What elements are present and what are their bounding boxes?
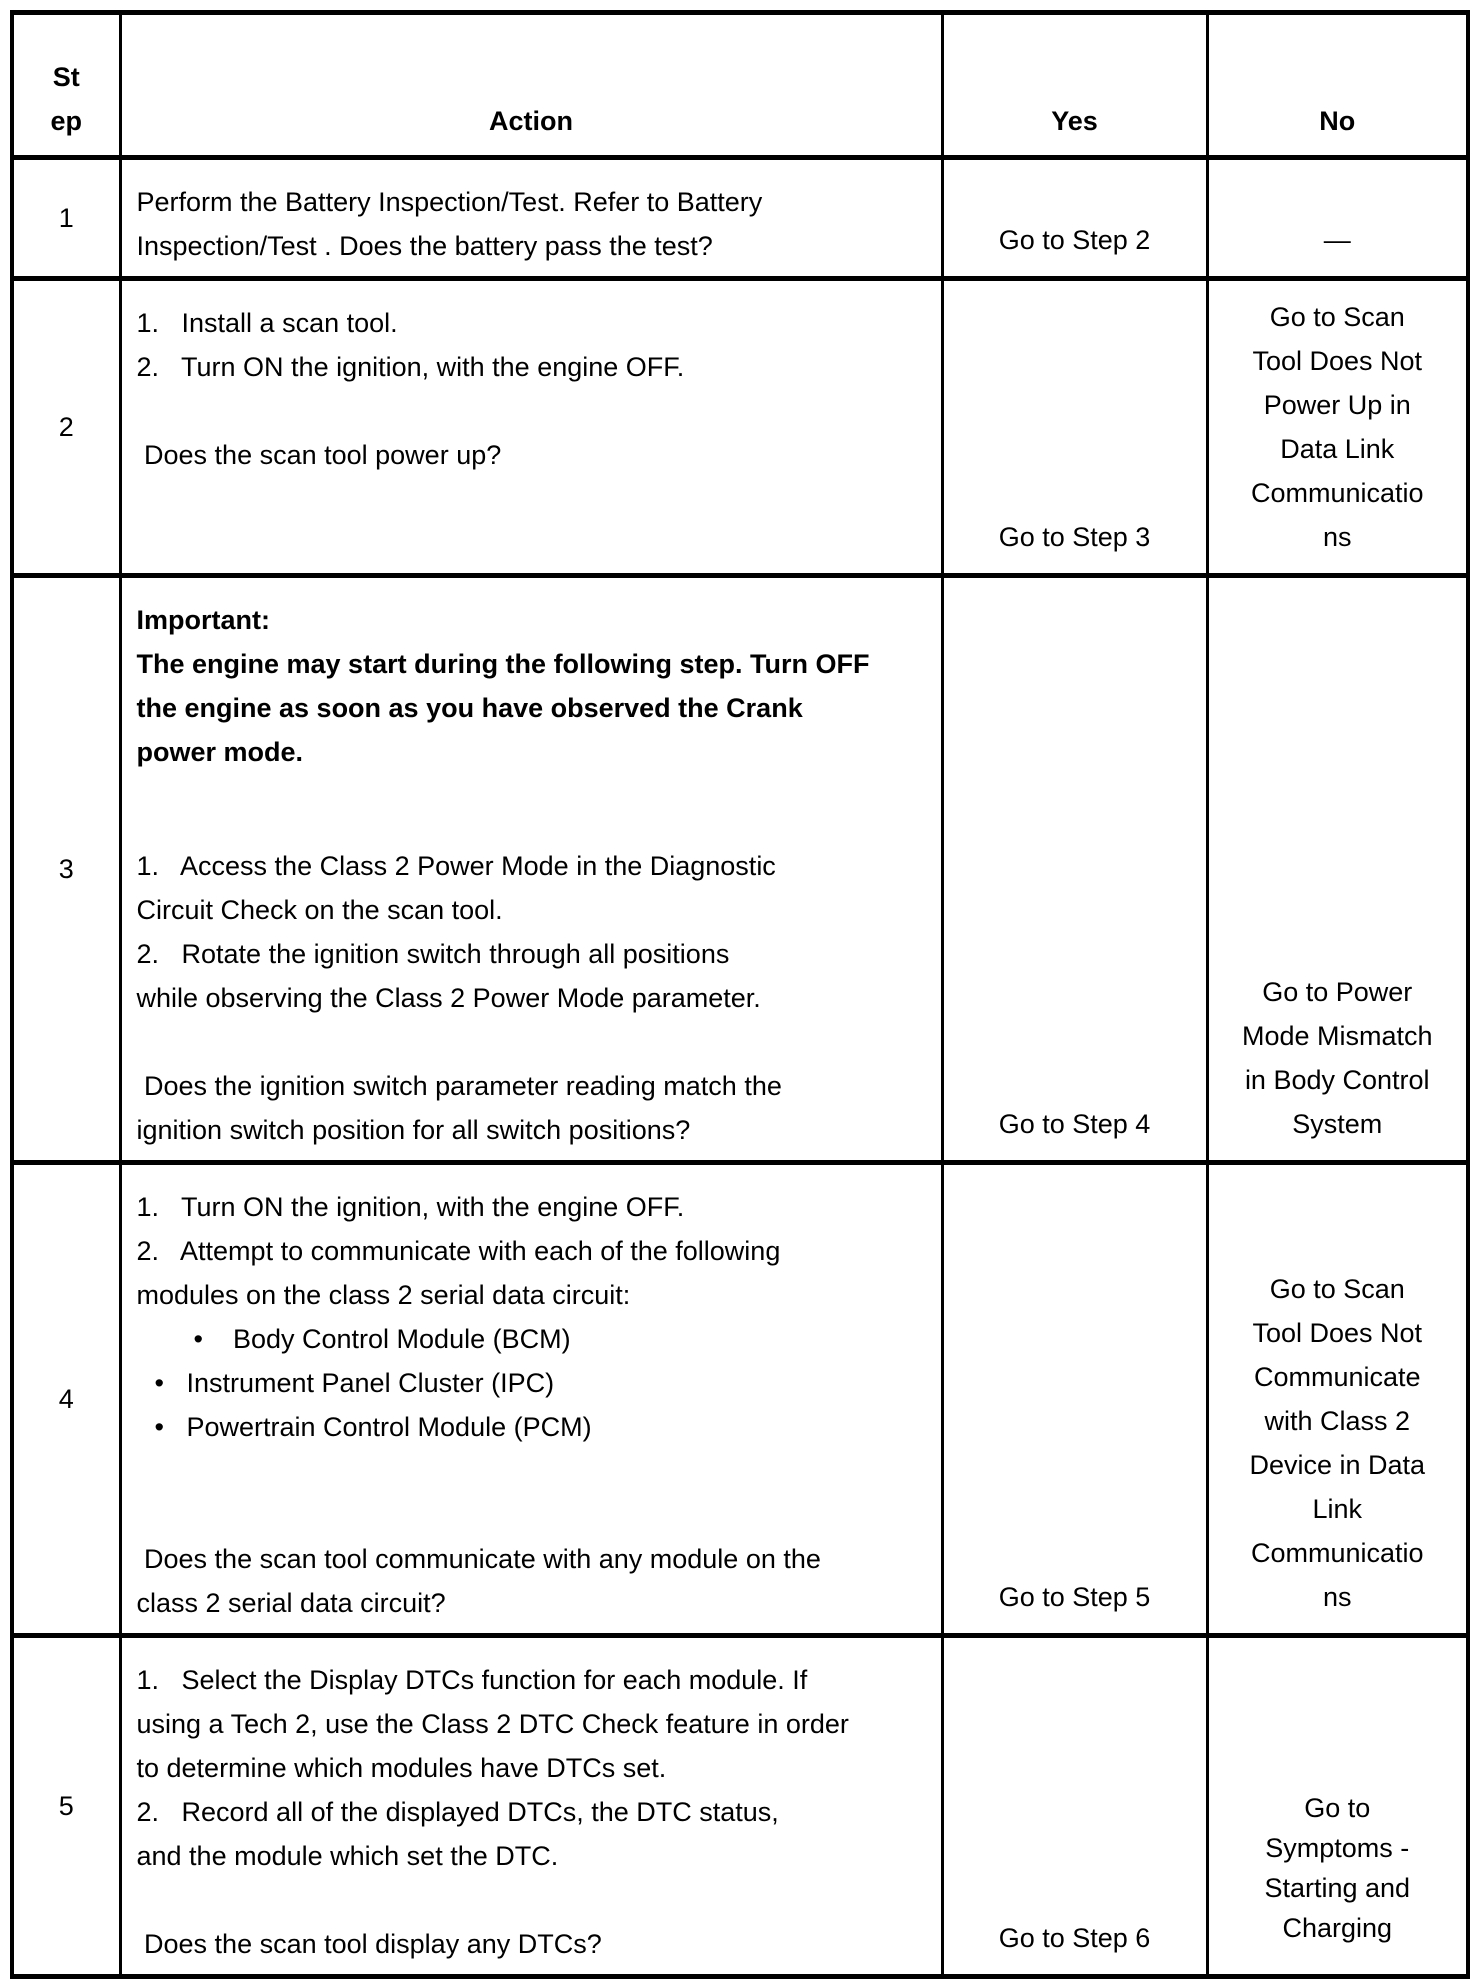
step-row-3 (12, 576, 1468, 1163)
spacer (137, 774, 933, 844)
step-row-2 (12, 279, 1468, 576)
action-line: Does the ignition switch parameter reading match the (136, 1071, 782, 1101)
spacer (137, 1878, 933, 1922)
header-step-cell (12, 13, 120, 158)
action-line: power mode. (136, 737, 304, 767)
action-line: 2. Record all of the displayed DTCs, the DTC status, (136, 1797, 779, 1827)
action-cell (120, 158, 942, 279)
action-cell (120, 576, 942, 1163)
no-line: Tool Does Not (1252, 1318, 1423, 1348)
no-line: Communicatio (1250, 1538, 1424, 1568)
header-row (12, 13, 1468, 158)
no-line: Starting and (1264, 1873, 1411, 1903)
bullet-item: • Instrument Panel Cluster (IPC) (154, 1368, 555, 1398)
no-cell (1207, 158, 1468, 279)
header-no-cell: No (1207, 13, 1468, 158)
no-line: ns (1322, 522, 1352, 552)
yes-label: Go to Step 2 (998, 225, 1151, 255)
action-line: Perform the Battery Inspection/Test. Refer to Battery (136, 187, 763, 217)
step-number: 4 (12, 1163, 120, 1636)
no-line: Link (1312, 1494, 1363, 1524)
no-line: Device in Data (1249, 1450, 1426, 1480)
diagnostic-step-table (10, 10, 1470, 1979)
header-step-line: ep (50, 106, 82, 136)
no-line: ns (1322, 1582, 1352, 1612)
yes-cell (942, 1163, 1207, 1636)
step-row-4 (12, 1163, 1468, 1636)
yes-label: Go to Step 4 (998, 1109, 1151, 1139)
spacer (137, 1020, 933, 1064)
action-line: class 2 serial data circuit? (136, 1588, 446, 1618)
yes-cell (942, 576, 1207, 1163)
yes-label: Go to Step 3 (998, 522, 1151, 552)
yes-cell (942, 279, 1207, 576)
no-line: in Body Control (1244, 1065, 1430, 1095)
action-line: The engine may start during the following step. Turn OFF (136, 649, 870, 679)
no-line: Go to Power (1262, 977, 1413, 1007)
action-cell (120, 279, 942, 576)
action-line: Inspection/Test . Does the battery pass the test? (136, 231, 713, 261)
no-line: Go to (1304, 1793, 1371, 1823)
action-line: Does the scan tool display any DTCs? (136, 1929, 602, 1959)
action-line: and the module which set the DTC. (136, 1841, 559, 1871)
no-line: Data Link (1280, 434, 1395, 464)
action-cell (120, 1636, 942, 1977)
yes-label: Go to Step 5 (998, 1582, 1151, 1612)
step-number: 5 (12, 1636, 120, 1977)
yes-cell (942, 1636, 1207, 1977)
step-number: 3 (12, 576, 120, 1163)
no-line: Go to Scan (1269, 302, 1405, 332)
yes-label: Go to Step 6 (998, 1923, 1151, 1953)
no-line: Power Up in (1263, 390, 1411, 420)
spacer (137, 1449, 933, 1537)
action-line: 2. Attempt to communicate with each of the following (136, 1236, 781, 1266)
bullet-item: • Powertrain Control Module (PCM) (154, 1412, 592, 1442)
no-line: Communicate (1253, 1362, 1421, 1392)
action-line: 1. Access the Class 2 Power Mode in the Diagnostic (136, 851, 776, 881)
no-cell (1207, 1636, 1468, 1977)
action-line: ignition switch position for all switch positions? (136, 1115, 691, 1145)
step-row-1 (12, 158, 1468, 279)
action-line: using a Tech 2, use the Class 2 DTC Check feature in order (136, 1709, 849, 1739)
spacer (137, 389, 933, 433)
header-action-cell: Action (120, 13, 942, 158)
action-line: 2. Rotate the ignition switch through all positions (136, 939, 730, 969)
action-line: the engine as soon as you have observed the Crank (136, 693, 803, 723)
no-line: Tool Does Not (1252, 346, 1423, 376)
action-line: Circuit Check on the scan tool. (136, 895, 503, 925)
no-cell (1207, 576, 1468, 1163)
action-line: modules on the class 2 serial data circuit: (136, 1280, 631, 1310)
no-line: System (1292, 1109, 1383, 1139)
action-line: Does the scan tool communicate with any module on the (136, 1544, 821, 1574)
no-line: Symptoms - (1265, 1833, 1410, 1863)
no-line: with Class 2 (1264, 1406, 1411, 1436)
action-line: 1. Turn ON the ignition, with the engine OFF. (136, 1192, 685, 1222)
action-line-important: Important: (136, 605, 270, 635)
action-line: 1. Select the Display DTCs function for each module. If (136, 1665, 808, 1695)
action-line: to determine which modules have DTCs set. (136, 1753, 667, 1783)
step-number: 2 (12, 279, 120, 576)
header-step-line: St (52, 62, 80, 92)
step-row-5 (12, 1636, 1468, 1977)
no-line: Communicatio (1250, 478, 1424, 508)
action-cell (120, 1163, 942, 1636)
no-cell (1207, 279, 1468, 576)
yes-cell (942, 158, 1207, 279)
action-line: 2. Turn ON the ignition, with the engine OFF. (136, 352, 685, 382)
step-number: 1 (12, 158, 120, 279)
no-cell (1207, 1163, 1468, 1636)
no-line: Mode Mismatch (1241, 1021, 1433, 1051)
no-line: — (1323, 225, 1351, 255)
action-line: Does the scan tool power up? (136, 440, 502, 470)
action-line: while observing the Class 2 Power Mode parameter. (136, 983, 761, 1013)
no-line: Go to Scan (1269, 1274, 1405, 1304)
no-line: Charging (1282, 1913, 1393, 1943)
bullet-item: • Body Control Module (BCM) (193, 1324, 571, 1354)
action-line: 1. Install a scan tool. (136, 308, 398, 338)
header-yes-cell: Yes (942, 13, 1207, 158)
